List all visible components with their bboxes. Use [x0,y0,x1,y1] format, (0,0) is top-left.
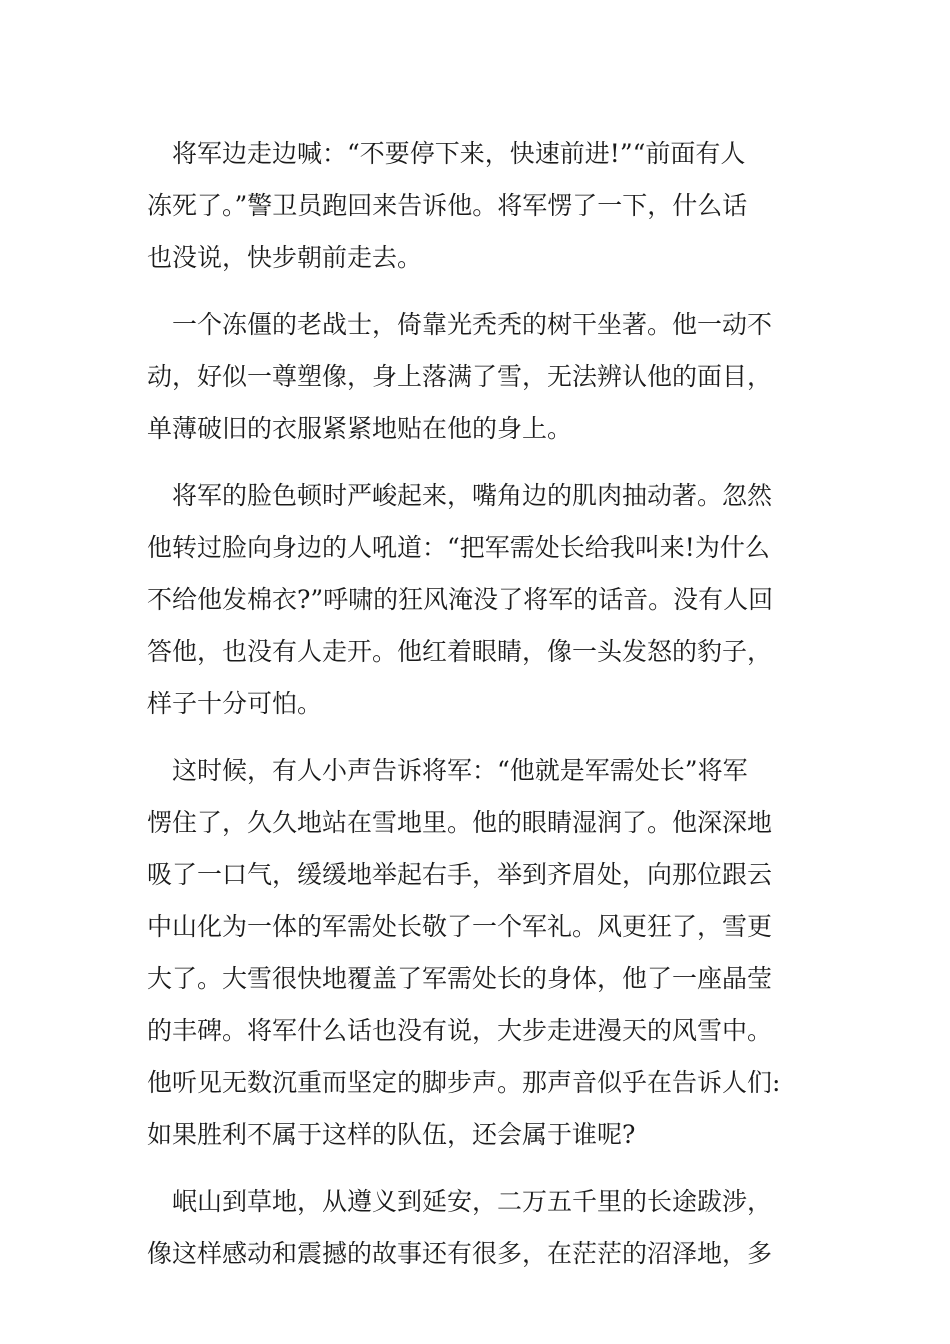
text-line: 像这样感动和震撼的故事还有很多，在茫茫的沼泽地，多 [147,1239,773,1268]
text-line: 的丰碑。将军什么话也没有说，大步走进漫天的风雪中。 [147,1016,773,1045]
paragraph-2 [147,299,807,455]
text-line: 将军边走边喊：“不要停下来，快速前进!”“前面有人 [147,139,746,168]
paragraph-1 [147,128,807,284]
text-line: 冻死了。”警卫员跑回来告诉他。将军愣了一下，什么话 [147,191,748,220]
paragraph-4 [147,745,807,1161]
text-line: 他听见无数沉重而坚定的脚步声。那声音似乎在告诉人们: [147,1068,781,1097]
text-line: 这时候，有人小声告诉将军：“他就是军需处长”将军 [147,756,748,785]
text-line: 动，好似一尊塑像，身上落满了雪，无法辨认他的面目， [147,362,773,391]
text-line: 一个冻僵的老战士，倚靠光秃秃的树干坐著。他一动不 [147,310,773,339]
text-line: 他转过脸向身边的人吼道：“把军需处长给我叫来!为什么 [147,533,770,562]
text-line: 愣住了，久久地站在雪地里。他的眼睛湿润了。他深深地 [147,808,773,837]
document-body [147,128,807,1295]
text-line: 岷山到草地，从遵义到延安，二万五千里的长途跋涉， [147,1187,773,1216]
text-line: 不给他发棉衣?”呼啸的狂风淹没了将军的话音。没有人回 [147,585,774,614]
text-line: 大了。大雪很快地覆盖了军需处长的身体，他了一座晶莹 [147,964,773,993]
paragraph-5 [147,1176,807,1280]
text-line: 如果胜利不属于这样的队伍，还会属于谁呢? [147,1120,636,1149]
text-line: 将军的脸色顿时严峻起来，嘴角边的肌肉抽动著。忽然 [147,481,773,510]
text-line: 单薄破旧的衣服紧紧地贴在他的身上。 [147,414,573,443]
text-line: 答他，也没有人走开。他红着眼睛，像一头发怒的豹子， [147,637,773,666]
paragraph-3 [147,470,807,730]
text-line: 吸了一口气，缓缓地举起右手，举到齐眉处，向那位跟云 [147,860,773,889]
text-line: 样子十分可怕。 [147,689,323,718]
text-line: 中山化为一体的军需处长敬了一个军礼。风更狂了，雪更 [147,912,773,941]
text-line: 也没说，快步朝前走去。 [147,243,423,272]
